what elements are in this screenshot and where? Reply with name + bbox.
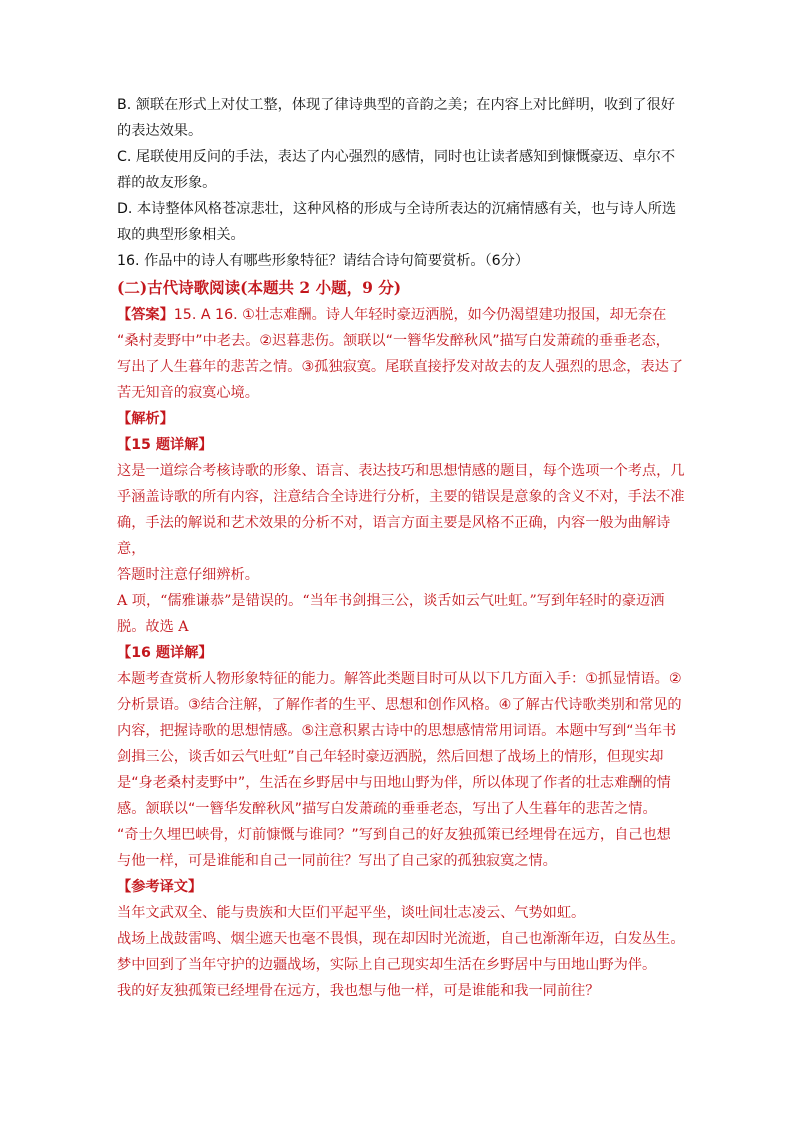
q15-detail-line4: 答题时注意仔细辨析。 [117, 567, 259, 583]
q16-detail-label: 【16 题详解】 [117, 645, 213, 661]
translation-line2: 战场上战鼓雷鸣、烟尘遮天也毫不畏惧，现在却因时光流逝，自己也渐渐年迈，白发丛生。 [117, 931, 685, 947]
answer-text-1: 15. A 16. ①壮志难酬。诗人年轻时豪迈洒脱，如今仍渴望建功报国，却无奈在 [173, 307, 667, 323]
q15-detail-label: 【15 题详解】 [117, 437, 213, 453]
q15-detail-line3: 确，手法的解说和艺术效果的分析不对，语言方面主要是风格不正确，内容一般为曲解诗意， [117, 515, 671, 557]
option-b-line1: B. 颔联在形式上对仗工整，体现了律诗典型的音韵之美；在内容上对比鲜明，收到了很好 [117, 97, 675, 113]
option-b-line2: 的表达效果。 [117, 123, 203, 139]
q15-detail-line5: A 项，“儒雅谦恭”是错误的。“当年书剑揖三公，谈舌如云气吐虹。”写到年轻时的豪迈洒 [117, 593, 665, 609]
translation-line3: 梦中回到了当年守护的边疆战场，实际上自己现实却生活在乡野居中与田地山野为伴。 [117, 957, 657, 973]
document-page [117, 92, 687, 1004]
section-title: (二)古代诗歌阅读(本题共 2 小题，9 分) [117, 278, 402, 297]
q16-detail-line6: 感。颔联以“一簪华发醉秋风”描写白发萧疏的垂垂老态，写出了人生暮年的悲苦之情。 [117, 801, 657, 817]
q16-detail-line1: 本题考查赏析人物形象特征的能力。解答此类题目时可从以下几方面入手：①抓显情语。② [117, 671, 682, 687]
option-d-line1: D. 本诗整体风格苍凉悲壮，这种风格的形成与全诗所表达的沉痛情感有关，也与诗人所选 [117, 201, 677, 217]
option-d-line2: 取的典型形象相关。 [117, 227, 245, 243]
analysis-label: 【解析】 [117, 411, 174, 427]
q16-detail-line2: 分析景语。③结合注解，了解作者的生平、思想和创作风格。④了解古代诗歌类别和常见的 [117, 697, 682, 713]
answer-line2: “桑村麦野中”中老去。②迟暮悲伤。颔联以“一簪华发醉秋风”描写白发萧疏的垂垂老态， [117, 333, 670, 349]
q16-detail-line5: 是“身老桑村麦野中”，生活在乡野居中与田地山野为伴，所以体现了作者的壮志难酬的情 [117, 775, 671, 791]
answer-line1 [117, 302, 687, 328]
q16-detail-line3: 内容，把握诗歌的思想情感。⑤注意积累古诗中的思想感情常用词语。本题中写到“当年书 [117, 723, 677, 739]
option-c-line1: C. 尾联使用反问的手法，表达了内心强烈的感情，同时也让读者感知到慷慨豪迈、卓尔不 [117, 149, 676, 165]
translation-line1: 当年文武双全、能与贵族和大臣们平起平坐，谈吐间壮志凌云、气势如虹。 [117, 905, 586, 921]
q16-detail-line7: “奇士久埋巴峡骨，灯前慷慨与谁同？”写到自己的好友独孤策已经埋骨在远方，自己也想 [117, 827, 671, 843]
answer-line4: 苦无知音的寂寞心境。 [117, 385, 259, 401]
answer-label: 【答案】 [117, 307, 174, 323]
q15-detail-line2: 乎涵盖诗歌的所有内容，注意结合全诗进行分析，主要的错误是意象的含义不对，手法不准 [117, 489, 685, 505]
q16-detail-line4: 剑揖三公，谈舌如云气吐虹”自己年轻时豪迈洒脱，然后回想了战场上的情形，但现实却 [117, 749, 664, 765]
q15-detail-line6: 脱。故选 A [117, 619, 189, 635]
q15-detail-line1: 这是一道综合考核诗歌的形象、语言、表达技巧和思想情感的题目，每个选项一个考点，几 [117, 463, 685, 479]
translation-line4: 我的好友独孤策已经埋骨在远方，我也想与他一样，可是谁能和我一同前往？ [117, 983, 600, 999]
translation-label: 【参考译文】 [117, 879, 203, 895]
answer-line3: 写出了人生暮年的悲苦之情。③孤独寂寞。尾联直接抒发对故去的友人强烈的思念，表达了 [117, 359, 684, 375]
q16-detail-line8: 与他一样，可是谁能和自己一同前往？写出了自己家的孤独寂寞之情。 [117, 853, 557, 869]
question-16: 16. 作品中的诗人有哪些形象特征？请结合诗句简要赏析。（6分） [117, 253, 530, 269]
option-c-line2: 群的故友形象。 [117, 175, 217, 191]
